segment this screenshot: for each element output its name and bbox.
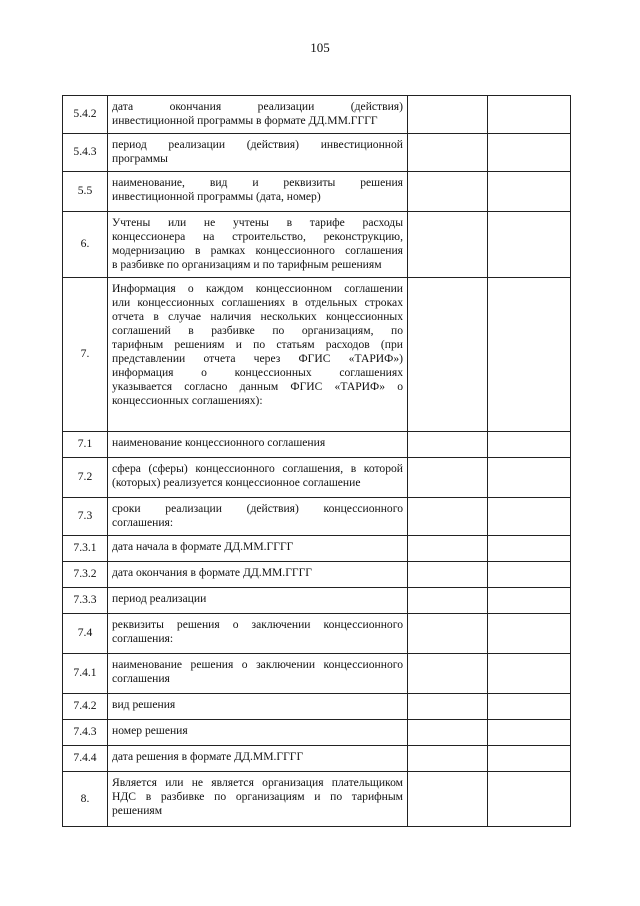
value-cell-1 <box>408 134 488 172</box>
description-line: Учтены или не учтены в тарифе расходы <box>112 216 403 229</box>
value-cell-2 <box>488 134 571 172</box>
description-line: наименование, вид и реквизиты решения <box>112 176 403 189</box>
value-cell-2 <box>488 212 571 278</box>
row-description <box>108 614 408 654</box>
value-cell-1 <box>408 720 488 746</box>
description-line: номер решения <box>112 724 188 737</box>
table-row <box>63 498 571 536</box>
description-line: дата окончания реализации (действия) <box>112 100 403 113</box>
description-line: период реализации (действия) инвестиционной <box>112 138 403 151</box>
row-number: 7.3 <box>63 498 108 536</box>
row-number: 7.4.2 <box>63 694 108 720</box>
description-line: или концессионных соглашениях в отдельных строках <box>112 296 403 309</box>
table-row <box>63 458 571 498</box>
row-number: 5.4.2 <box>63 96 108 134</box>
row-description <box>108 720 408 746</box>
row-number: 7.1 <box>63 432 108 458</box>
description-line: сфера (сферы) концессионного соглашения, в которой <box>112 462 403 475</box>
row-description <box>108 772 408 827</box>
value-cell-2 <box>488 720 571 746</box>
row-description <box>108 498 408 536</box>
value-cell-1 <box>408 588 488 614</box>
table-row <box>63 96 571 134</box>
row-description <box>108 432 408 458</box>
description-line: (которых) реализуется концессионное соглашение <box>112 476 361 489</box>
description-line: Является или не является организация плательщиком <box>112 776 403 789</box>
row-description <box>108 536 408 562</box>
value-cell-2 <box>488 172 571 212</box>
table-row <box>63 536 571 562</box>
description-line: Информация о каждом концессионном соглашении <box>112 282 403 295</box>
value-cell-2 <box>488 694 571 720</box>
row-description <box>108 134 408 172</box>
requirements-table <box>62 95 571 827</box>
description-line: период реализации <box>112 592 207 605</box>
table-row <box>63 614 571 654</box>
row-number: 7.4.3 <box>63 720 108 746</box>
value-cell-1 <box>408 458 488 498</box>
description-line: инвестиционной программы в формате ДД.ММ.ГГГГ <box>112 114 378 127</box>
value-cell-1 <box>408 536 488 562</box>
row-number: 7.4 <box>63 614 108 654</box>
description-line: соглашений в разбивке по организациям, по <box>112 324 403 337</box>
table-row <box>63 212 571 278</box>
description-line: дата начала в формате ДД.ММ.ГГГГ <box>112 540 294 553</box>
value-cell-1 <box>408 212 488 278</box>
row-number: 7.4.4 <box>63 746 108 772</box>
table-row <box>63 746 571 772</box>
row-description <box>108 654 408 694</box>
row-number: 7.2 <box>63 458 108 498</box>
row-description <box>108 458 408 498</box>
value-cell-2 <box>488 458 571 498</box>
row-number: 7.4.1 <box>63 654 108 694</box>
description-line: информация о концессионных соглашениях <box>112 366 403 379</box>
description-line: указывается согласно данным ФГИС «ТАРИФ» о <box>112 380 403 393</box>
description-line: в разбивке по организациям и по тарифным решениям <box>112 258 382 271</box>
description-line: вид решения <box>112 698 176 711</box>
row-description <box>108 694 408 720</box>
description-line: представлении отчета через ФГИС «ТАРИФ») <box>112 352 403 365</box>
value-cell-2 <box>488 536 571 562</box>
row-number: 5.5 <box>63 172 108 212</box>
description-line: наименование концессионного соглашения <box>112 436 326 449</box>
row-number: 6. <box>63 212 108 278</box>
value-cell-2 <box>488 96 571 134</box>
value-cell-1 <box>408 746 488 772</box>
table-row <box>63 432 571 458</box>
table-row <box>63 720 571 746</box>
value-cell-2 <box>488 588 571 614</box>
table-row <box>63 134 571 172</box>
row-description <box>108 588 408 614</box>
description-line: сроки реализации (действия) концессионного <box>112 502 403 515</box>
description-line: программы <box>112 152 168 165</box>
row-number: 7.3.2 <box>63 562 108 588</box>
description-line: НДС в разбивке по организациям и по тарифным <box>112 790 403 803</box>
row-number: 7.3.1 <box>63 536 108 562</box>
table-row <box>63 588 571 614</box>
row-description <box>108 746 408 772</box>
value-cell-1 <box>408 278 488 432</box>
table-row <box>63 694 571 720</box>
description-line: концессионных соглашениях): <box>112 394 263 407</box>
description-line: концессионера на строительство, реконструкцию, <box>112 230 403 243</box>
value-cell-1 <box>408 432 488 458</box>
table-row <box>63 172 571 212</box>
value-cell-2 <box>488 562 571 588</box>
description-line: дата окончания в формате ДД.ММ.ГГГГ <box>112 566 313 579</box>
description-line: тарифным решениям и по статьям расходов (при <box>112 338 403 351</box>
description-line: дата решения в формате ДД.ММ.ГГГГ <box>112 750 304 763</box>
description-line: отчета в случае наличия нескольких концессионных <box>112 310 403 323</box>
value-cell-1 <box>408 654 488 694</box>
description-line: соглашения <box>112 672 170 685</box>
row-description <box>108 562 408 588</box>
row-description <box>108 96 408 134</box>
table-row <box>63 278 571 432</box>
value-cell-1 <box>408 694 488 720</box>
value-cell-1 <box>408 172 488 212</box>
value-cell-2 <box>488 772 571 827</box>
description-line: реквизиты решения о заключении концессионного <box>112 618 403 631</box>
row-number: 7. <box>63 278 108 432</box>
row-number: 8. <box>63 772 108 827</box>
value-cell-2 <box>488 432 571 458</box>
value-cell-2 <box>488 278 571 432</box>
row-description <box>108 212 408 278</box>
value-cell-1 <box>408 96 488 134</box>
description-line: наименование решения о заключении концессионного <box>112 658 403 671</box>
table-row <box>63 772 571 827</box>
description-line: соглашения: <box>112 632 174 645</box>
description-line: решениям <box>112 804 163 817</box>
value-cell-1 <box>408 498 488 536</box>
table-row <box>63 562 571 588</box>
value-cell-1 <box>408 562 488 588</box>
value-cell-2 <box>488 654 571 694</box>
row-number: 5.4.3 <box>63 134 108 172</box>
value-cell-1 <box>408 772 488 827</box>
row-number: 7.3.3 <box>63 588 108 614</box>
row-description <box>108 172 408 212</box>
value-cell-2 <box>488 498 571 536</box>
value-cell-2 <box>488 614 571 654</box>
value-cell-2 <box>488 746 571 772</box>
value-cell-1 <box>408 614 488 654</box>
page-number: 105 <box>310 40 330 55</box>
table-row <box>63 654 571 694</box>
description-line: модернизацию в рамках концессионного соглашения <box>112 244 403 257</box>
description-line: соглашения: <box>112 516 174 529</box>
row-description <box>108 278 408 432</box>
description-line: инвестиционной программы (дата, номер) <box>112 190 321 203</box>
